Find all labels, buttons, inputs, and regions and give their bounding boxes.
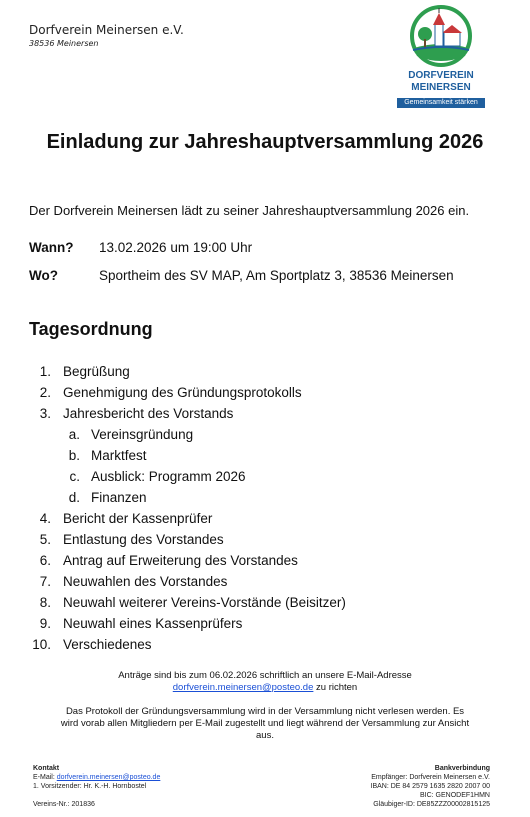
bank-heading: Bankverbindung — [434, 765, 490, 772]
village-church-emblem-icon — [395, 4, 487, 68]
agenda-item-number: 8. — [39, 595, 51, 610]
agenda-item-number: 1. — [39, 364, 51, 379]
agenda-subitem-letter: d. — [68, 490, 80, 505]
agenda-item-text: Genehmigung des Gründungsprotokolls — [63, 385, 302, 400]
agenda-subitem-text: Marktfest — [91, 448, 147, 463]
agenda-item-number: 10. — [32, 637, 51, 652]
agenda-item-number: 2. — [39, 385, 51, 400]
contact-register: Vereins-Nr.: 201836 — [33, 801, 95, 808]
contact-heading: Kontakt — [33, 765, 60, 772]
contact-email-label: E-Mail: — [33, 774, 55, 781]
contact-email-row — [33, 773, 160, 782]
agenda-item-text: Bericht der Kassenprüfer — [63, 511, 213, 526]
requests-line1: Anträge sind bis zum 06.02.2026 schriftlich an unsere E-Mail-Adresse — [118, 670, 412, 681]
agenda-item-text: Jahresbericht des Vorstands — [63, 406, 234, 421]
agenda-item-text: Neuwahlen des Vorstandes — [63, 574, 228, 589]
bank-bic: BIC: GENODEF1HMN — [419, 792, 490, 799]
agenda-item-text: Neuwahl eines Kassenprüfers — [63, 616, 243, 631]
org-name: Dorfverein Meinersen e.V. — [29, 23, 184, 37]
page-title: Einladung zur Jahreshauptversammlung 2026 — [46, 131, 484, 153]
agenda-subitem-letter: c. — [69, 469, 80, 484]
protocol-line3: aus. — [256, 730, 274, 741]
bank-iban: IBAN: DE 84 2579 1635 2820 2007 00 — [370, 783, 490, 790]
agenda-item-number: 9. — [39, 616, 51, 631]
contact-chair: 1. Vorsitzender: Hr. K.-H. Hornbostel — [33, 783, 147, 790]
contact-email-link[interactable]: dorfverein.meinersen@posteo.de — [56, 774, 161, 781]
bank-recipient: Empfänger: Dorfverein Meinersen e.V. — [371, 774, 490, 781]
agenda-item-number: 6. — [39, 553, 51, 568]
agenda-subitem-letter: a. — [68, 427, 80, 442]
agenda-subitem-text: Ausblick: Programm 2026 — [91, 469, 246, 484]
protocol-line2: wird vorab allen Mitgliedern per E-Mail zugestellt und liegt während der Versammlung zur Ansicht — [60, 718, 470, 729]
requests-line2 — [0, 682, 530, 694]
requests-email-link[interactable]: dorfverein.meinersen@posteo.de — [172, 682, 314, 693]
agenda-subitem-letter: b. — [68, 448, 80, 463]
agenda-item-number: 3. — [39, 406, 51, 421]
agenda-title: Tagesordnung — [29, 319, 153, 339]
where-label: Wo? — [29, 268, 58, 283]
footer-bank — [371, 764, 490, 809]
agenda-item-number: 5. — [39, 532, 51, 547]
where-value: Sportheim des SV MAP, Am Sportplatz 3, 38536 Meinersen — [99, 268, 454, 283]
footer-contact — [33, 764, 160, 809]
requests-suffix: zu richten — [316, 682, 358, 693]
requests-note — [0, 670, 530, 694]
agenda-item-text: Verschiedenes — [63, 637, 152, 652]
logo-line2: MEINERSEN — [411, 82, 471, 93]
logo — [395, 4, 487, 108]
agenda-item-number: 7. — [39, 574, 51, 589]
agenda-item-text: Begrüßung — [63, 364, 130, 379]
logo-line1: DORFVEREIN — [408, 70, 474, 81]
agenda-item-text: Entlastung des Vorstandes — [63, 532, 224, 547]
when-label: Wann? — [29, 240, 74, 255]
agenda-item-text: Antrag auf Erweiterung des Vorstandes — [63, 553, 298, 568]
logo-tagline: Gemeinsamkeit stärken — [397, 98, 485, 108]
agenda-subitem-text: Vereinsgründung — [91, 427, 194, 442]
agenda-subitem-text: Finanzen — [91, 490, 147, 505]
org-city: 38536 Meinersen — [29, 39, 99, 48]
intro-text: Der Dorfverein Meinersen lädt zu seiner Jahreshauptversammlung 2026 ein. — [29, 203, 470, 218]
bank-creditor-id: Gläubiger-ID: DE85ZZZ00002815125 — [373, 801, 490, 808]
when-value: 13.02.2026 um 19:00 Uhr — [99, 240, 253, 255]
protocol-note — [0, 706, 530, 742]
agenda-item-number: 4. — [39, 511, 51, 526]
protocol-line1: Das Protokoll der Gründungsversammlung wird in der Versammlung nicht verlesen werden. Es — [65, 706, 465, 717]
agenda-item-text: Neuwahl weiterer Vereins-Vorstände (Beisitzer) — [63, 595, 346, 610]
